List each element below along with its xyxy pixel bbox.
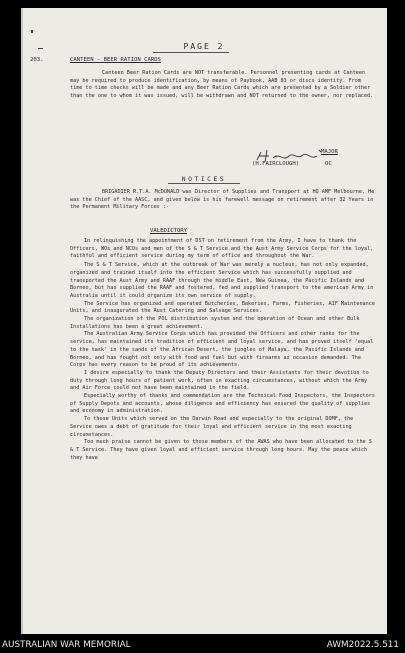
paragraph: Too much praise cannot be given to those members of the AWAS who have been allocated to the S & T Service. They have given loyal and efficient service through long hours. May the peace which they have [70, 439, 372, 461]
paragraph: The S & T Service, which at the outbreak of War was merely a nucleus, has not only expanded, organized and trained itself into the efficient Service which has successfully supplied and transported the Aust Army and RAAF through the middle East, New Guinea, the Pacific Islands and Borneo, but has supplied the RAAF and fostered, fed and supplied transport to the american Army in Australia until it could organize its own service of supply. [70, 262, 374, 299]
signatory-name: (H.FAIRCLOUGH) [252, 161, 300, 167]
heading-underline [153, 52, 229, 53]
section-title: CANTEEN - BEER RATION CARDS [70, 57, 161, 63]
footer-accession-number: AWM2022.5.511 [326, 640, 399, 650]
paragraph: To those Units which served on the Darwin Road and especially to the original DOMF, the Service owes a debt of gratitude for their loyal and efficient service in the most exacting circumstances. [70, 416, 354, 438]
signatory-role: OC [325, 161, 332, 167]
paragraph: The Australian Army Service Corps which has provided the Officers and other ranks for the service, has maintained its tradition of efficient and loyal service, and has proved itself 'equal to the task' in the sands of the African Desert, the jungles of Malaya, the Pacific Islands and Borneo, and has fought not only with food and fuel but with firearms as occasion demanded. The Corps has every reason to be proud of its achievements. [70, 331, 374, 369]
page-number-heading: PAGE 2 [183, 42, 225, 51]
section-body: Canteen Beer Ration Cards are NOT transferable. Personnel presenting cards at Canteen may be required to produce identification, by means of Paybook, AAB 83 or discs identity. From time to time checks will be made and any Beer Ration Cards which are presented by a Soldier other than the one to whom it was issued, will be withdrawn and NOT returned to the owner, nor replaced. [70, 70, 374, 100]
footer-institution: AUSTRALIAN WAR MEMORIAL [2, 640, 131, 650]
paragraph: The Service has organized and operated Butcheries, Bakeries, Farms, Fisheries, AIF Maintenance Units, and inaugurated the Aust Catering and Salvage Services. [70, 300, 375, 315]
paragraph: The organization of the POL distribution system and the operation of Ocean and other Bulk Installations has been a great achievement. [70, 316, 360, 330]
binder-mark [31, 30, 33, 33]
document-page [21, 8, 387, 634]
signatory-rank: MAJOR [321, 149, 338, 155]
paragraph: In relinquishing the appointment of DST on retirement from the Army, I have to thank the Officers, WOs and NCOs and men of the S & T Service and the Aust Army Service Corps for the loyal, faithful and efficient service during my term of office and throughout the War. [70, 238, 374, 260]
notices-intro: BRIGADIER R.T.A. McDONALD was Director of Supplies and Transport at HQ AMF Melbourne. He was the Chief of the AASC, and given below is his farewell message on retirement after 32 Years in the Permanent Military Forces :- [70, 189, 375, 211]
notices-underline [168, 183, 240, 184]
paragraph: I desire especially to thank the Deputy Directors and their Assistants for their devotion to duty through long hours of patient work, often in exacting circumstances, without which the Army and Air Force could not have been maintained in the field. [70, 369, 369, 392]
section-number: 203. [30, 57, 44, 63]
page-edge [21, 8, 23, 634]
paragraph: Especially worthy of thanks and commendation are the Technical Food Inspectors, the Inspectors of Supply Depots and accounts, whose diligence and efficiency has ensured the quality of supplies and economy in administration. [70, 393, 375, 415]
valedictory-body [70, 238, 375, 462]
valedictory-title: VALEDICTORY [150, 228, 188, 234]
notices-heading: NOTICES [181, 175, 227, 183]
